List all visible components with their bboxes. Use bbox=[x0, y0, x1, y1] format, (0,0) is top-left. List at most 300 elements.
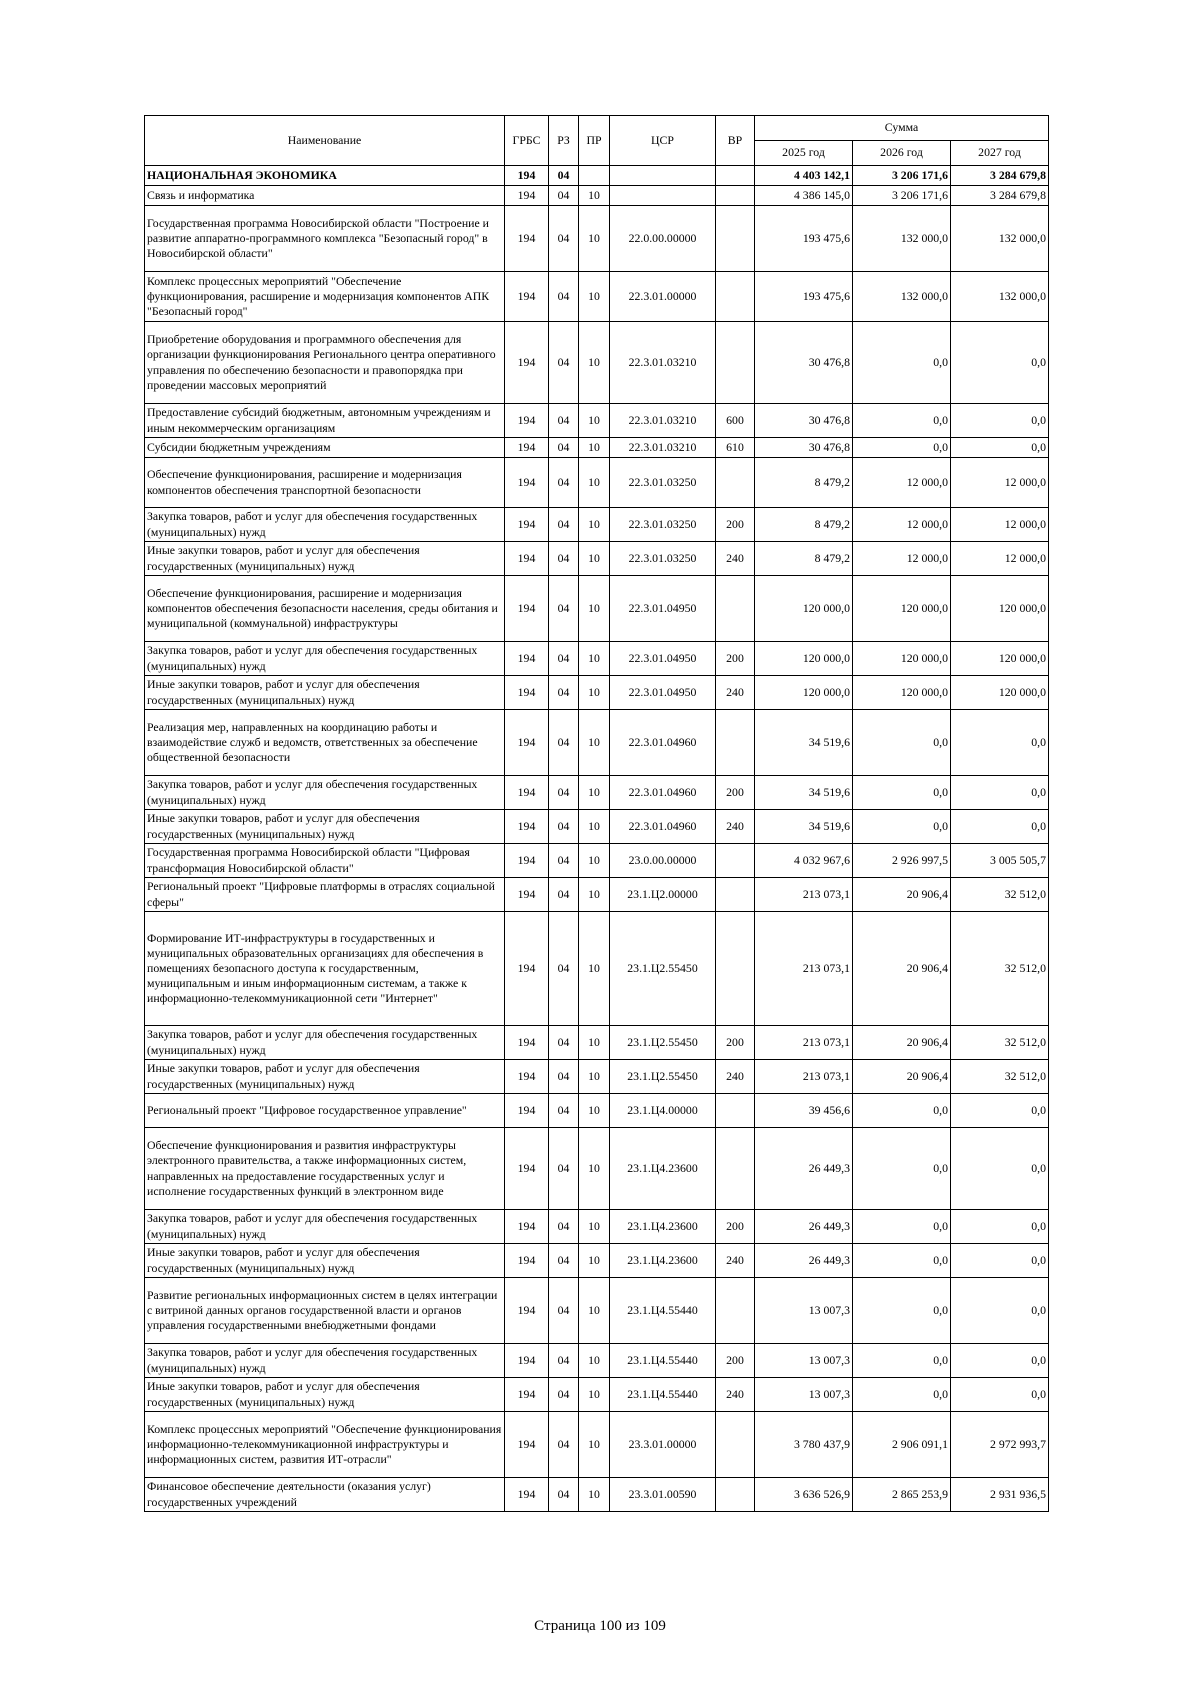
cell-pr: 10 bbox=[579, 1026, 610, 1060]
cell-name: Формирование ИТ-инфраструктуры в государственных и муниципальных образовательных организациях для обеспечения в помещениях безопасного доступа к государственным, муниципальным и иным информационным системам, а также к информационно-телекоммуникационной сети "Интернет" bbox=[145, 912, 505, 1026]
cell-2027: 0,0 bbox=[951, 810, 1049, 844]
cell-rz: 04 bbox=[549, 776, 579, 810]
cell-csr: 23.3.01.00590 bbox=[610, 1478, 716, 1512]
cell-name: Комплекс процессных мероприятий "Обеспечение функционирования информационно-телекоммуникационной инфраструктуры и информационных систем, развития ИТ-отрасли" bbox=[145, 1412, 505, 1478]
cell-2027: 12 000,0 bbox=[951, 508, 1049, 542]
table-row bbox=[145, 438, 1049, 458]
cell-grbs: 194 bbox=[505, 1026, 549, 1060]
cell-grbs: 194 bbox=[505, 166, 549, 186]
cell-vr bbox=[716, 1478, 755, 1512]
cell-pr: 10 bbox=[579, 404, 610, 438]
cell-2027: 32 512,0 bbox=[951, 1026, 1049, 1060]
cell-vr: 200 bbox=[716, 1026, 755, 1060]
cell-pr: 10 bbox=[579, 1210, 610, 1244]
cell-vr: 200 bbox=[716, 1344, 755, 1378]
cell-2025: 213 073,1 bbox=[755, 912, 853, 1026]
cell-2026: 0,0 bbox=[853, 1210, 951, 1244]
cell-2026: 3 206 171,6 bbox=[853, 186, 951, 206]
cell-csr: 22.3.01.04950 bbox=[610, 642, 716, 676]
table-row bbox=[145, 676, 1049, 710]
cell-2026: 12 000,0 bbox=[853, 542, 951, 576]
table-row bbox=[145, 508, 1049, 542]
cell-grbs: 194 bbox=[505, 1344, 549, 1378]
cell-pr: 10 bbox=[579, 878, 610, 912]
cell-2027: 32 512,0 bbox=[951, 912, 1049, 1026]
cell-2026: 0,0 bbox=[853, 1278, 951, 1344]
cell-2027: 0,0 bbox=[951, 776, 1049, 810]
cell-vr: 600 bbox=[716, 404, 755, 438]
cell-vr bbox=[716, 1128, 755, 1210]
table-row bbox=[145, 322, 1049, 404]
cell-grbs: 194 bbox=[505, 404, 549, 438]
cell-name: Субсидии бюджетным учреждениям bbox=[145, 438, 505, 458]
table-row bbox=[145, 1244, 1049, 1278]
cell-name: НАЦИОНАЛЬНАЯ ЭКОНОМИКА bbox=[145, 166, 505, 186]
cell-rz: 04 bbox=[549, 322, 579, 404]
cell-2025: 120 000,0 bbox=[755, 642, 853, 676]
cell-pr: 10 bbox=[579, 1060, 610, 1094]
cell-2025: 193 475,6 bbox=[755, 206, 853, 272]
cell-name: Закупка товаров, работ и услуг для обеспечения государственных (муниципальных) нужд bbox=[145, 642, 505, 676]
cell-rz: 04 bbox=[549, 1278, 579, 1344]
cell-rz: 04 bbox=[549, 810, 579, 844]
cell-2025: 213 073,1 bbox=[755, 878, 853, 912]
cell-name: Обеспечение функционирования, расширение и модернизация компонентов обеспечения транспортной безопасности bbox=[145, 458, 505, 508]
cell-2025: 8 479,2 bbox=[755, 508, 853, 542]
cell-name: Развитие региональных информационных систем в целях интеграции с витриной данных органов государственной власти и органов управления государственными внебюджетными фондами bbox=[145, 1278, 505, 1344]
cell-2026: 12 000,0 bbox=[853, 508, 951, 542]
table-row bbox=[145, 642, 1049, 676]
cell-rz: 04 bbox=[549, 186, 579, 206]
cell-2025: 30 476,8 bbox=[755, 438, 853, 458]
cell-csr: 23.1.Ц4.55440 bbox=[610, 1344, 716, 1378]
cell-grbs: 194 bbox=[505, 1128, 549, 1210]
cell-2026: 0,0 bbox=[853, 404, 951, 438]
cell-vr: 200 bbox=[716, 508, 755, 542]
cell-2025: 30 476,8 bbox=[755, 322, 853, 404]
cell-2026: 0,0 bbox=[853, 1244, 951, 1278]
cell-2026: 20 906,4 bbox=[853, 878, 951, 912]
cell-csr: 22.3.01.04950 bbox=[610, 676, 716, 710]
cell-grbs: 194 bbox=[505, 186, 549, 206]
header-pr: ПР bbox=[579, 116, 610, 166]
cell-rz: 04 bbox=[549, 1344, 579, 1378]
cell-2026: 0,0 bbox=[853, 810, 951, 844]
cell-2025: 120 000,0 bbox=[755, 576, 853, 642]
cell-vr bbox=[716, 710, 755, 776]
cell-name: Иные закупки товаров, работ и услуг для обеспечения государственных (муниципальных) нужд bbox=[145, 1378, 505, 1412]
cell-2025: 26 449,3 bbox=[755, 1128, 853, 1210]
cell-2027: 0,0 bbox=[951, 438, 1049, 458]
cell-rz: 04 bbox=[549, 404, 579, 438]
cell-grbs: 194 bbox=[505, 912, 549, 1026]
cell-rz: 04 bbox=[549, 676, 579, 710]
table-row bbox=[145, 776, 1049, 810]
cell-pr: 10 bbox=[579, 912, 610, 1026]
table-row bbox=[145, 404, 1049, 438]
table-body bbox=[145, 166, 1049, 1512]
table-row bbox=[145, 1378, 1049, 1412]
cell-2025: 120 000,0 bbox=[755, 676, 853, 710]
cell-rz: 04 bbox=[549, 576, 579, 642]
cell-csr: 22.3.01.04960 bbox=[610, 810, 716, 844]
cell-name: Закупка товаров, работ и услуг для обеспечения государственных (муниципальных) нужд bbox=[145, 1026, 505, 1060]
cell-name: Иные закупки товаров, работ и услуг для обеспечения государственных (муниципальных) нужд bbox=[145, 810, 505, 844]
cell-vr: 240 bbox=[716, 542, 755, 576]
cell-pr: 10 bbox=[579, 542, 610, 576]
cell-pr: 10 bbox=[579, 458, 610, 508]
cell-2026: 12 000,0 bbox=[853, 458, 951, 508]
cell-2027: 3 005 505,7 bbox=[951, 844, 1049, 878]
cell-vr bbox=[716, 878, 755, 912]
cell-csr bbox=[610, 186, 716, 206]
cell-grbs: 194 bbox=[505, 438, 549, 458]
cell-rz: 04 bbox=[549, 912, 579, 1026]
cell-2027: 0,0 bbox=[951, 1378, 1049, 1412]
cell-vr: 200 bbox=[716, 1210, 755, 1244]
cell-csr: 22.3.01.03210 bbox=[610, 404, 716, 438]
cell-pr: 10 bbox=[579, 776, 610, 810]
cell-2027: 0,0 bbox=[951, 1244, 1049, 1278]
cell-rz: 04 bbox=[549, 458, 579, 508]
cell-grbs: 194 bbox=[505, 1060, 549, 1094]
cell-2025: 26 449,3 bbox=[755, 1244, 853, 1278]
cell-pr: 10 bbox=[579, 1244, 610, 1278]
cell-grbs: 194 bbox=[505, 676, 549, 710]
cell-grbs: 194 bbox=[505, 458, 549, 508]
cell-vr: 610 bbox=[716, 438, 755, 458]
cell-grbs: 194 bbox=[505, 1278, 549, 1344]
table-row bbox=[145, 844, 1049, 878]
cell-vr: 200 bbox=[716, 642, 755, 676]
cell-vr bbox=[716, 912, 755, 1026]
cell-csr: 22.0.00.00000 bbox=[610, 206, 716, 272]
cell-2026: 0,0 bbox=[853, 1128, 951, 1210]
cell-csr: 22.3.01.03210 bbox=[610, 322, 716, 404]
cell-2027: 0,0 bbox=[951, 404, 1049, 438]
cell-pr: 10 bbox=[579, 322, 610, 404]
cell-2027: 120 000,0 bbox=[951, 642, 1049, 676]
cell-pr: 10 bbox=[579, 206, 610, 272]
cell-grbs: 194 bbox=[505, 1478, 549, 1512]
cell-2026: 120 000,0 bbox=[853, 576, 951, 642]
cell-csr: 22.3.01.04960 bbox=[610, 710, 716, 776]
cell-2027: 0,0 bbox=[951, 322, 1049, 404]
table-row bbox=[145, 1478, 1049, 1512]
table-row bbox=[145, 1060, 1049, 1094]
cell-2025: 4 403 142,1 bbox=[755, 166, 853, 186]
cell-2025: 213 073,1 bbox=[755, 1060, 853, 1094]
cell-grbs: 194 bbox=[505, 322, 549, 404]
cell-2027: 3 284 679,8 bbox=[951, 166, 1049, 186]
cell-2025: 3 636 526,9 bbox=[755, 1478, 853, 1512]
cell-name: Финансовое обеспечение деятельности (оказания услуг) государственных учреждений bbox=[145, 1478, 505, 1512]
cell-csr: 23.1.Ц4.23600 bbox=[610, 1128, 716, 1210]
cell-pr: 10 bbox=[579, 844, 610, 878]
cell-name: Государственная программа Новосибирской области "Построение и развитие аппаратно-программного комплекса "Безопасный город" в Новосибирской области" bbox=[145, 206, 505, 272]
cell-vr bbox=[716, 844, 755, 878]
cell-name: Обеспечение функционирования и развития инфраструктуры электронного правительства, а также информационных систем, направленных на предоставление государственных услуг и исполнение государственных функций в электронном виде bbox=[145, 1128, 505, 1210]
cell-rz: 04 bbox=[549, 206, 579, 272]
cell-2026: 0,0 bbox=[853, 1344, 951, 1378]
cell-csr bbox=[610, 166, 716, 186]
cell-2025: 30 476,8 bbox=[755, 404, 853, 438]
cell-pr: 10 bbox=[579, 642, 610, 676]
cell-name: Закупка товаров, работ и услуг для обеспечения государственных (муниципальных) нужд bbox=[145, 508, 505, 542]
cell-grbs: 194 bbox=[505, 1094, 549, 1128]
cell-grbs: 194 bbox=[505, 642, 549, 676]
table-row bbox=[145, 1026, 1049, 1060]
table-row bbox=[145, 1278, 1049, 1344]
header-rz: РЗ bbox=[549, 116, 579, 166]
cell-2027: 12 000,0 bbox=[951, 542, 1049, 576]
cell-pr: 10 bbox=[579, 810, 610, 844]
cell-2026: 0,0 bbox=[853, 710, 951, 776]
cell-2025: 34 519,6 bbox=[755, 776, 853, 810]
cell-2027: 0,0 bbox=[951, 1210, 1049, 1244]
cell-name: Региональный проект "Цифровое государственное управление" bbox=[145, 1094, 505, 1128]
cell-2027: 120 000,0 bbox=[951, 576, 1049, 642]
cell-pr: 10 bbox=[579, 438, 610, 458]
cell-csr: 23.1.Ц2.55450 bbox=[610, 1060, 716, 1094]
cell-pr bbox=[579, 166, 610, 186]
cell-2027: 3 284 679,8 bbox=[951, 186, 1049, 206]
cell-csr: 23.1.Ц2.00000 bbox=[610, 878, 716, 912]
cell-vr: 240 bbox=[716, 676, 755, 710]
budget-table bbox=[144, 115, 1049, 1512]
cell-2026: 20 906,4 bbox=[853, 912, 951, 1026]
table-row bbox=[145, 576, 1049, 642]
cell-name: Закупка товаров, работ и услуг для обеспечения государственных (муниципальных) нужд bbox=[145, 1344, 505, 1378]
cell-vr bbox=[716, 458, 755, 508]
cell-vr bbox=[716, 166, 755, 186]
cell-2025: 34 519,6 bbox=[755, 710, 853, 776]
cell-rz: 04 bbox=[549, 1478, 579, 1512]
cell-2026: 2 865 253,9 bbox=[853, 1478, 951, 1512]
cell-grbs: 194 bbox=[505, 508, 549, 542]
cell-2025: 4 032 967,6 bbox=[755, 844, 853, 878]
cell-csr: 22.3.01.04960 bbox=[610, 776, 716, 810]
cell-vr: 200 bbox=[716, 776, 755, 810]
cell-name: Государственная программа Новосибирской области "Цифровая трансформация Новосибирской области" bbox=[145, 844, 505, 878]
header-name: Наименование bbox=[145, 116, 505, 166]
cell-name: Приобретение оборудования и программного обеспечения для организации функционирования Регионального центра оперативного управления по обеспечению безопасности и правопорядка при проведении массовых мероприятий bbox=[145, 322, 505, 404]
header-vr: ВР bbox=[716, 116, 755, 166]
cell-grbs: 194 bbox=[505, 1412, 549, 1478]
cell-rz: 04 bbox=[549, 1210, 579, 1244]
cell-2026: 20 906,4 bbox=[853, 1060, 951, 1094]
cell-grbs: 194 bbox=[505, 1378, 549, 1412]
table-row bbox=[145, 1344, 1049, 1378]
cell-2025: 8 479,2 bbox=[755, 458, 853, 508]
cell-csr: 23.3.01.00000 bbox=[610, 1412, 716, 1478]
header-sum: Сумма bbox=[755, 116, 1049, 141]
cell-csr: 23.1.Ц2.55450 bbox=[610, 1026, 716, 1060]
cell-name: Предоставление субсидий бюджетным, автономным учреждениям и иным некоммерческим организациям bbox=[145, 404, 505, 438]
cell-pr: 10 bbox=[579, 508, 610, 542]
cell-2026: 2 906 091,1 bbox=[853, 1412, 951, 1478]
cell-2026: 0,0 bbox=[853, 438, 951, 458]
cell-csr: 22.3.01.03250 bbox=[610, 508, 716, 542]
cell-2026: 0,0 bbox=[853, 1378, 951, 1412]
table-row bbox=[145, 1210, 1049, 1244]
cell-vr: 240 bbox=[716, 810, 755, 844]
cell-rz: 04 bbox=[549, 844, 579, 878]
cell-pr: 10 bbox=[579, 1412, 610, 1478]
cell-rz: 04 bbox=[549, 1060, 579, 1094]
cell-rz: 04 bbox=[549, 438, 579, 458]
cell-2026: 132 000,0 bbox=[853, 272, 951, 322]
cell-2027: 0,0 bbox=[951, 1128, 1049, 1210]
cell-csr: 22.3.01.04950 bbox=[610, 576, 716, 642]
cell-vr: 240 bbox=[716, 1060, 755, 1094]
cell-csr: 22.3.01.00000 bbox=[610, 272, 716, 322]
cell-2027: 2 972 993,7 bbox=[951, 1412, 1049, 1478]
table-row bbox=[145, 186, 1049, 206]
cell-2026: 0,0 bbox=[853, 776, 951, 810]
table-row bbox=[145, 458, 1049, 508]
cell-csr: 23.1.Ц4.23600 bbox=[610, 1244, 716, 1278]
cell-csr: 23.1.Ц4.00000 bbox=[610, 1094, 716, 1128]
cell-2026: 0,0 bbox=[853, 1094, 951, 1128]
table-row bbox=[145, 166, 1049, 186]
cell-rz: 04 bbox=[549, 166, 579, 186]
cell-pr: 10 bbox=[579, 576, 610, 642]
cell-2026: 120 000,0 bbox=[853, 676, 951, 710]
cell-csr: 22.3.01.03210 bbox=[610, 438, 716, 458]
cell-vr bbox=[716, 206, 755, 272]
cell-csr: 22.3.01.03250 bbox=[610, 458, 716, 508]
cell-pr: 10 bbox=[579, 1094, 610, 1128]
cell-2027: 120 000,0 bbox=[951, 676, 1049, 710]
cell-pr: 10 bbox=[579, 676, 610, 710]
cell-name: Закупка товаров, работ и услуг для обеспечения государственных (муниципальных) нужд bbox=[145, 1210, 505, 1244]
cell-2025: 13 007,3 bbox=[755, 1278, 853, 1344]
header-year-2025: 2025 год bbox=[755, 141, 853, 166]
cell-2027: 132 000,0 bbox=[951, 272, 1049, 322]
table-row bbox=[145, 878, 1049, 912]
cell-csr: 22.3.01.03250 bbox=[610, 542, 716, 576]
cell-grbs: 194 bbox=[505, 542, 549, 576]
cell-2026: 20 906,4 bbox=[853, 1026, 951, 1060]
cell-vr bbox=[716, 186, 755, 206]
cell-grbs: 194 bbox=[505, 844, 549, 878]
cell-rz: 04 bbox=[549, 508, 579, 542]
cell-rz: 04 bbox=[549, 878, 579, 912]
cell-2027: 0,0 bbox=[951, 1344, 1049, 1378]
cell-name: Региональный проект "Цифровые платформы в отраслях социальной сферы" bbox=[145, 878, 505, 912]
cell-pr: 10 bbox=[579, 1378, 610, 1412]
cell-vr bbox=[716, 1412, 755, 1478]
cell-csr: 23.1.Ц4.55440 bbox=[610, 1278, 716, 1344]
cell-csr: 23.1.Ц2.55450 bbox=[610, 912, 716, 1026]
cell-rz: 04 bbox=[549, 542, 579, 576]
cell-2027: 0,0 bbox=[951, 1094, 1049, 1128]
cell-name: Комплекс процессных мероприятий "Обеспечение функционирования, расширение и модернизация компонентов АПК "Безопасный город" bbox=[145, 272, 505, 322]
cell-vr bbox=[716, 1278, 755, 1344]
table-row bbox=[145, 1412, 1049, 1478]
cell-name: Обеспечение функционирования, расширение и модернизация компонентов обеспечения безопасности населения, среды обитания и муниципальной (коммунальной) инфраструктуры bbox=[145, 576, 505, 642]
table-row bbox=[145, 1128, 1049, 1210]
cell-name: Иные закупки товаров, работ и услуг для обеспечения государственных (муниципальных) нужд bbox=[145, 542, 505, 576]
cell-2025: 13 007,3 bbox=[755, 1344, 853, 1378]
cell-rz: 04 bbox=[549, 1244, 579, 1278]
cell-pr: 10 bbox=[579, 1344, 610, 1378]
cell-csr: 23.1.Ц4.55440 bbox=[610, 1378, 716, 1412]
cell-pr: 10 bbox=[579, 1278, 610, 1344]
table-row bbox=[145, 810, 1049, 844]
header-grbs: ГРБС bbox=[505, 116, 549, 166]
table-row bbox=[145, 710, 1049, 776]
cell-grbs: 194 bbox=[505, 810, 549, 844]
cell-grbs: 194 bbox=[505, 878, 549, 912]
cell-2027: 0,0 bbox=[951, 1278, 1049, 1344]
table-header bbox=[145, 116, 1049, 166]
cell-vr bbox=[716, 1094, 755, 1128]
table-row bbox=[145, 1094, 1049, 1128]
page-number: Страница 100 из 109 bbox=[534, 1618, 666, 1634]
cell-rz: 04 bbox=[549, 272, 579, 322]
cell-rz: 04 bbox=[549, 642, 579, 676]
cell-2027: 2 931 936,5 bbox=[951, 1478, 1049, 1512]
cell-rz: 04 bbox=[549, 1412, 579, 1478]
cell-2025: 4 386 145,0 bbox=[755, 186, 853, 206]
cell-grbs: 194 bbox=[505, 576, 549, 642]
cell-grbs: 194 bbox=[505, 206, 549, 272]
cell-2025: 34 519,6 bbox=[755, 810, 853, 844]
cell-grbs: 194 bbox=[505, 1210, 549, 1244]
cell-grbs: 194 bbox=[505, 272, 549, 322]
cell-vr bbox=[716, 576, 755, 642]
cell-rz: 04 bbox=[549, 1378, 579, 1412]
table-row bbox=[145, 272, 1049, 322]
cell-grbs: 194 bbox=[505, 776, 549, 810]
cell-grbs: 194 bbox=[505, 710, 549, 776]
cell-rz: 04 bbox=[549, 1094, 579, 1128]
cell-2026: 2 926 997,5 bbox=[853, 844, 951, 878]
cell-csr: 23.0.00.00000 bbox=[610, 844, 716, 878]
cell-name: Связь и информатика bbox=[145, 186, 505, 206]
cell-rz: 04 bbox=[549, 710, 579, 776]
cell-2025: 193 475,6 bbox=[755, 272, 853, 322]
cell-2026: 3 206 171,6 bbox=[853, 166, 951, 186]
cell-2027: 32 512,0 bbox=[951, 1060, 1049, 1094]
cell-2026: 120 000,0 bbox=[853, 642, 951, 676]
cell-2027: 0,0 bbox=[951, 710, 1049, 776]
cell-name: Иные закупки товаров, работ и услуг для обеспечения государственных (муниципальных) нужд bbox=[145, 1244, 505, 1278]
cell-2026: 0,0 bbox=[853, 322, 951, 404]
cell-name: Иные закупки товаров, работ и услуг для обеспечения государственных (муниципальных) нужд bbox=[145, 1060, 505, 1094]
cell-2025: 26 449,3 bbox=[755, 1210, 853, 1244]
cell-2027: 32 512,0 bbox=[951, 878, 1049, 912]
cell-pr: 10 bbox=[579, 272, 610, 322]
cell-name: Реализация мер, направленных на координацию работы и взаимодействие служб и ведомств, ответственных за обеспечение общественной безопасности bbox=[145, 710, 505, 776]
header-csr: ЦСР bbox=[610, 116, 716, 166]
cell-rz: 04 bbox=[549, 1128, 579, 1210]
cell-pr: 10 bbox=[579, 1128, 610, 1210]
cell-vr bbox=[716, 322, 755, 404]
cell-2025: 13 007,3 bbox=[755, 1378, 853, 1412]
header-year-2026: 2026 год bbox=[853, 141, 951, 166]
cell-name: Иные закупки товаров, работ и услуг для обеспечения государственных (муниципальных) нужд bbox=[145, 676, 505, 710]
cell-2025: 8 479,2 bbox=[755, 542, 853, 576]
cell-2027: 132 000,0 bbox=[951, 206, 1049, 272]
cell-vr: 240 bbox=[716, 1378, 755, 1412]
cell-vr bbox=[716, 272, 755, 322]
cell-csr: 23.1.Ц4.23600 bbox=[610, 1210, 716, 1244]
table-row bbox=[145, 206, 1049, 272]
cell-vr: 240 bbox=[716, 1244, 755, 1278]
